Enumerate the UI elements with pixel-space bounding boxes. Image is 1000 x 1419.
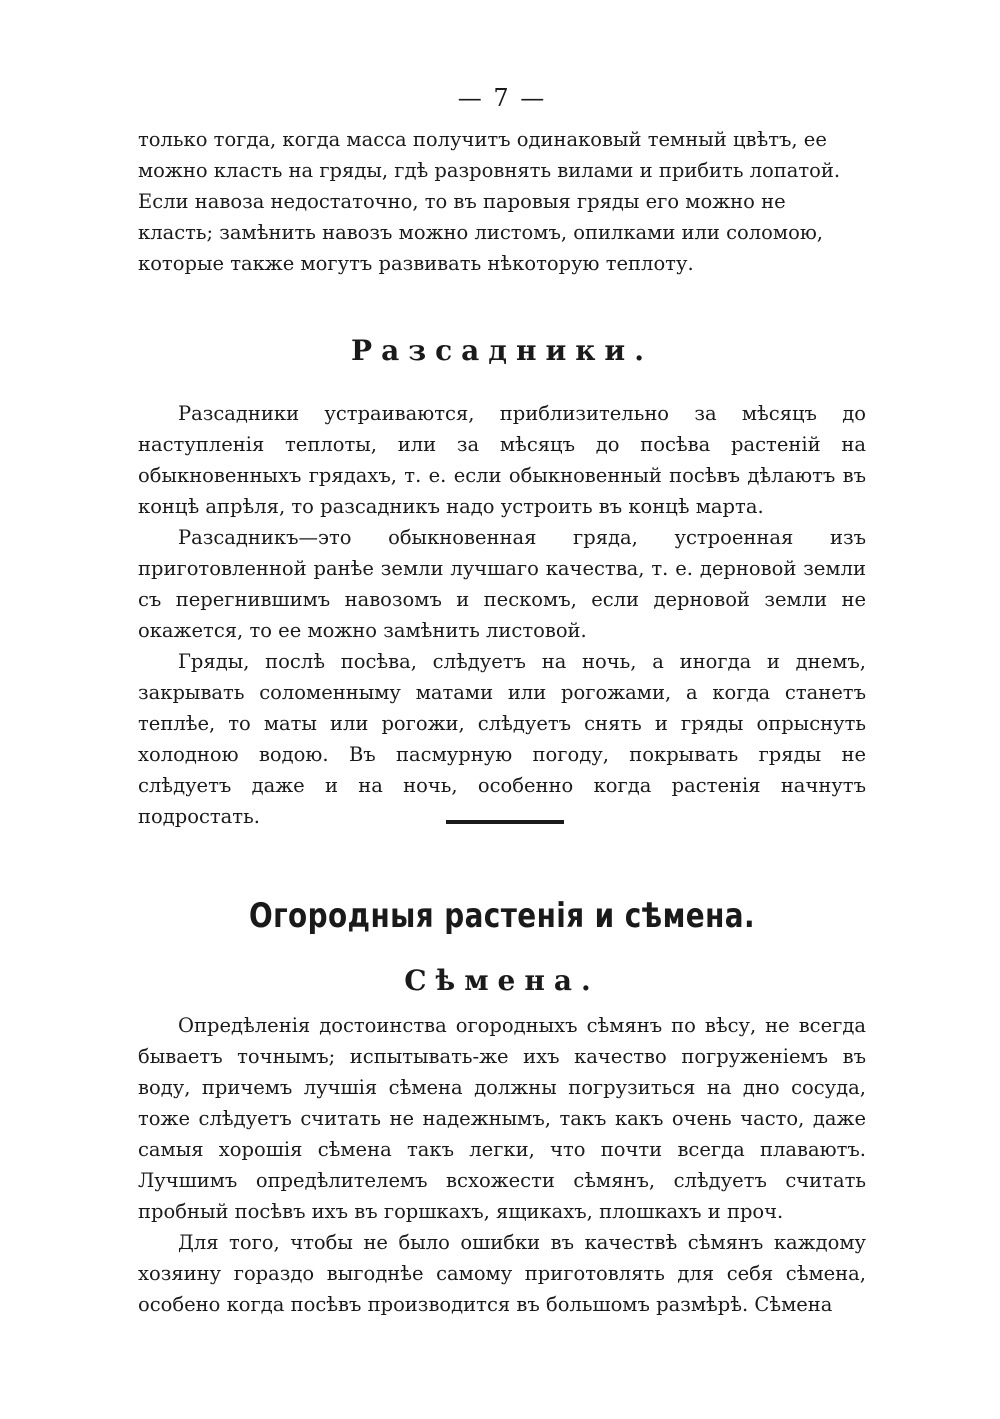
page-number: — 7 —: [457, 84, 547, 112]
paragraph: Гряды, послѣ посѣва, слѣдуетъ на ночь, а иногда и днемъ, закрывать соломенныму матами или рогожами, а когда станетъ теплѣе, то маты или рогожи, слѣдуетъ снять и гряды опрыснуть холодною водою. Въ пасмурную погоду, покрывать гряды не слѣдуетъ даже и на ночь, особенно когда растенія начнутъ подростать.: [138, 650, 866, 828]
paragraph: Опредѣленія достоинства огородныхъ сѣмянъ по вѣсу, не всегда бываетъ точнымъ; испытывать-же ихъ качество погруженіемъ въ воду, причемъ лучшія сѣмена должны погрузиться на дно сосуда, тоже слѣдуетъ считать не надежнымъ, такъ какъ очень часто, даже самыя хорошія сѣмена такъ легки, что почти всегда плаваютъ. Лучшимъ опредѣлителемъ всхожести сѣмянъ, слѣдуетъ считать пробный посѣвъ ихъ въ горшкахъ, ящикахъ, плошкахъ и проч.: [138, 1014, 866, 1223]
section-heading-seeds: Сѣмена.: [404, 964, 600, 997]
section-divider: [446, 820, 564, 824]
text-line: можно класть на гряды, гдѣ разровнять вилами и прибить лопатой.: [138, 159, 841, 182]
text-line: класть; замѣнить навозъ можно листомъ, опилками или соломою,: [138, 221, 823, 244]
nurseries-text: [138, 398, 866, 832]
text-line: Если навоза недостаточно, то въ паровыя гряды его можно не: [138, 190, 786, 213]
paragraph: Разсадникъ—это обыкновенная гряда, устроенная изъ приготовленной ранѣе земли лучшаго качества, т. е. дерновой земли съ перегнившимъ навозомъ и пескомъ, если дерновой земли не окажется, то ее можно замѣнить листовой.: [138, 526, 866, 642]
section-heading-nurseries: Разсадники.: [351, 334, 653, 367]
text-line: только тогда, когда масса получитъ одинаковый темный цвѣтъ, ее: [138, 128, 827, 151]
text-line: которые также могутъ развивать нѣкоторую теплоту.: [138, 252, 694, 275]
chapter-title: Огородныя растенія и сѣмена.: [248, 896, 756, 936]
opening-paragraph: [138, 124, 866, 279]
seeds-text: [138, 1010, 866, 1320]
paragraph: Для того, чтобы не было ошибки въ качествѣ сѣмянъ каждому хозяину гораздо выгоднѣе самому приготовлять для себя сѣмена, особено когда посѣвъ производится въ большомъ размѣрѣ. Сѣмена: [138, 1231, 866, 1316]
paragraph: Разсадники устраиваются, приблизительно за мѣсяцъ до наступленія теплоты, или за мѣсяцъ до посѣва растеній на обыкновенныхъ грядахъ, т. е. если обыкновенный посѣвъ дѣлаютъ въ концѣ апрѣля, то разсадникъ надо устроить въ концѣ марта.: [138, 402, 866, 518]
